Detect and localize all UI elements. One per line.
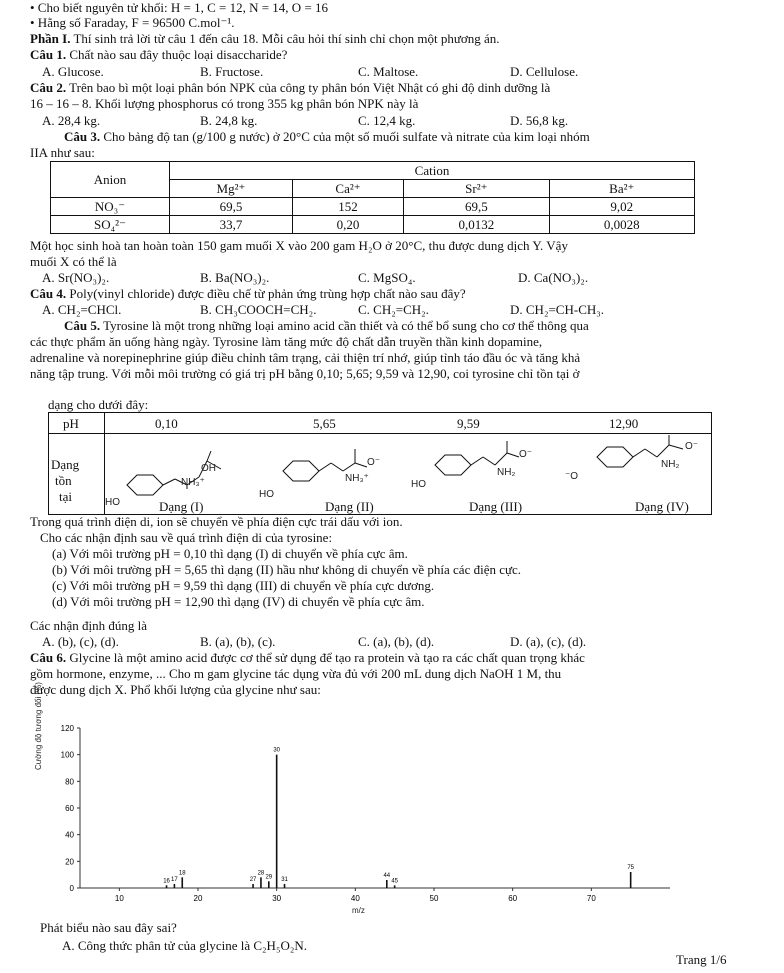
q2-option-b[interactable]: B. 24,8 kg.	[200, 113, 258, 128]
anion-sulfate: SO₄²⁻	[51, 216, 170, 234]
ph-value-4: 12,90	[609, 416, 639, 431]
q2-option-a[interactable]: A. 28,4 kg.	[42, 113, 101, 128]
q3-option-b[interactable]: B. Ba(NO₃)₂.	[200, 270, 270, 285]
chart-bars	[167, 755, 631, 888]
part1-desc: Thí sinh trả lời từ câu 1 đến câu 18. Mỗi câu hỏi thí sinh chỉ chọn một phương án.	[73, 31, 500, 46]
form-label-i: Dạng (I)	[159, 499, 204, 514]
statement-a: (a) Với môi trường pH = 0,10 thì dạng (I) di chuyển về phía cực âm.	[52, 546, 408, 561]
anion-nitrate: NO₃⁻	[51, 198, 170, 216]
cation-header: Cation	[170, 162, 695, 180]
q6-text2: gồm hormone, enzyme, ... Cho m gam glycine tác dụng vừa đủ với 200 mL dung dịch NaOH 1 M, thu	[30, 666, 562, 681]
chart-axes	[61, 724, 670, 903]
q4-stem	[30, 286, 466, 301]
y-tick-label: 60	[65, 804, 74, 813]
table-cell: 69,5	[170, 198, 293, 216]
ph-value-1: 0,10	[155, 416, 178, 431]
x-tick-label: 40	[350, 894, 360, 903]
q5-option-d[interactable]: D. (a), (c), (d).	[510, 634, 587, 649]
page-number: Trang 1/6	[676, 952, 727, 967]
q5-text3: adrenaline và norepinephrine giúp điều chỉnh tâm trạng, cải thiện trí nhớ, giúp tỉnh táo đầu óc và tăng khả	[30, 350, 581, 365]
y-tick-label: 80	[65, 777, 74, 787]
q5-option-a[interactable]: A. (b), (c), (d).	[42, 634, 119, 649]
q2-label: Câu 2.	[30, 80, 67, 95]
q3-stem	[64, 129, 590, 144]
table-cell: 0,0028	[549, 216, 694, 234]
statement-b: (b) Với môi trường pH = 5,65 thì dạng (II) hầu như không di chuyển về phía các điện cực.	[52, 562, 522, 577]
peak-label: 45	[391, 878, 399, 885]
q1-text: Chất nào sau đây thuộc loại disaccharide?	[69, 47, 288, 62]
q2-text2: 16 – 16 – 8. Khối lượng phosphorus có trong 355 kg phân bón NPK này là	[30, 96, 419, 111]
statement-c: (c) Với môi trường pH = 9,59 thì dạng (III) di chuyển về phía cực dương.	[52, 578, 435, 593]
faraday-note: • Hằng số Faraday, F = 96500 C.mol⁻¹.	[30, 15, 235, 30]
q6-text4: Phát biểu nào sau đây sai?	[40, 920, 177, 935]
q5-text7: Cho các nhận định sau về quá trình điện di của tyrosine:	[40, 530, 333, 545]
form-label-ii: Dạng (II)	[325, 499, 374, 514]
q1-label: Câu 1.	[30, 47, 67, 62]
cation-ca: Ca²⁺	[292, 180, 403, 198]
x-tick-label: 20	[193, 894, 203, 903]
x-tick-label: 50	[429, 894, 439, 903]
mass-spectrum-chart	[40, 712, 680, 912]
atomic-mass-note: • Cho biết nguyên tử khối: H = 1, C = 12, N = 14, O = 16	[30, 0, 329, 15]
q1-stem	[30, 47, 287, 62]
q4-option-c[interactable]: C. CH₂=CH₂.	[358, 302, 429, 317]
q3-text3: Một học sinh hoà tan hoàn toàn 150 gam muối X vào 200 gam H₂O ở 20°C, thu được dung dịch Y. Vậy	[30, 238, 568, 253]
table-cell: 33,7	[170, 216, 293, 234]
q2-option-c[interactable]: C. 12,4 kg.	[358, 113, 416, 128]
peak-label: 17	[171, 877, 178, 883]
q2-option-d[interactable]: D. 56,8 kg.	[510, 113, 569, 128]
x-tick-label: 10	[114, 894, 124, 903]
q5-label: Câu 5.	[64, 318, 101, 333]
q3-option-c[interactable]: C. MgSO₄.	[358, 270, 416, 285]
peak-label: 29	[265, 874, 273, 881]
q5-text1: Tyrosine là một trong những loại amino acid cần thiết và có thể bổ sung cho cơ thể thông qua	[103, 318, 589, 333]
solubility-table	[50, 161, 695, 234]
ph-label: pH	[63, 416, 79, 431]
form-label-iv: Dạng (IV)	[635, 499, 689, 514]
peak-label: 30	[273, 747, 281, 754]
form-1-group-text: HO	[105, 497, 120, 508]
ph-value-3: 9,59	[457, 416, 480, 431]
q6-label: Câu 6.	[30, 650, 67, 665]
table-cell: 152	[292, 198, 403, 216]
q5-text4: năng tập trung. Với mỗi môi trường có giá trị pH bằng 0,10; 5,65; 9,59 và 12,90, coi tyrosine chỉ tồn tại ở	[30, 366, 580, 381]
q5-text2: các thực phẩm ăn uống hàng ngày. Tyrosine làm tăng mức độ chất dẫn truyền thần kinh dopamine,	[30, 334, 543, 349]
table-cell: 9,02	[549, 198, 694, 216]
form-3-group-text: O⁻	[519, 449, 533, 460]
q3-text1: Cho bảng độ tan (g/100 g nước) ở 20°C của một số muối sulfate và nitrate của kim loại nhóm	[103, 129, 590, 144]
q2-stem	[30, 80, 550, 95]
chart-peak-labels	[163, 748, 634, 885]
form-4-group-text: ⁻O	[565, 471, 579, 482]
q5-option-c[interactable]: C. (a), (b), (d).	[358, 634, 435, 649]
table-cell: 0,0132	[404, 216, 549, 234]
x-tick-label: 30	[272, 894, 282, 903]
peak-label: 44	[383, 873, 391, 879]
peak-label: 27	[249, 877, 257, 883]
form-3-group-text: NH₂	[497, 467, 516, 478]
table-cell: 69,5	[404, 198, 549, 216]
form-label-2: tồn	[55, 473, 72, 488]
y-tick-label: 20	[65, 857, 74, 867]
q4-text: Poly(vinyl chloride) được điều chế từ phản ứng trùng hợp chất nào sau đây?	[69, 286, 466, 301]
form-1-group-text: NH₃⁺	[181, 477, 205, 488]
q1-option-a[interactable]: A. Glucose.	[42, 64, 104, 79]
q2-text1: Trên bao bì một loại phân bón NPK của công ty phân bón Việt Nhật có ghi độ dinh dưỡng là	[69, 80, 551, 95]
peak-label: 28	[257, 870, 265, 877]
q4-option-d[interactable]: D. CH₂=CH-CH₃.	[510, 302, 605, 317]
q3-label: Câu 3.	[64, 129, 101, 144]
form-label-iii: Dạng (III)	[469, 499, 523, 514]
form-1-group-text: OH	[201, 463, 216, 474]
cation-ba: Ba²⁺	[549, 180, 694, 198]
q3-option-d[interactable]: D. Ca(NO₃)₂.	[518, 270, 589, 285]
q4-option-b[interactable]: B. CH₃COOCH=CH₂.	[200, 302, 317, 317]
x-tick-label: 70	[586, 894, 596, 903]
q4-label: Câu 4.	[30, 286, 67, 301]
statement-d: (d) Với môi trường pH = 12,90 thì dạng (IV) di chuyển về phía cực âm.	[52, 594, 425, 609]
cation-mg: Mg²⁺	[170, 180, 293, 198]
peak-label: 18	[178, 870, 186, 877]
q5-text5: dạng cho dưới đây:	[48, 397, 149, 412]
chart-x-label: m/z	[352, 906, 365, 915]
form-4-group-text: O⁻	[685, 441, 699, 452]
q5-option-b[interactable]: B. (a), (b), (c).	[200, 634, 276, 649]
form-label-1: Dạng	[51, 457, 80, 472]
q3-text2: IIA như sau:	[30, 145, 95, 160]
form-3-group-text: HO	[411, 479, 426, 490]
table-cell: 0,20	[292, 216, 403, 234]
q4-option-a[interactable]: A. CH₂=CHCl.	[42, 302, 122, 317]
q5-text8: Các nhận định đúng là	[30, 618, 147, 633]
y-tick-label: 0	[69, 884, 74, 893]
q6-option-a[interactable]: A. Công thức phân tử của glycine là C₂H₅O₂N.	[62, 938, 308, 953]
q1-option-b[interactable]: B. Fructose.	[200, 64, 264, 79]
form-label-3: tại	[59, 489, 72, 504]
form-2-group-text: NH₃⁺	[345, 473, 369, 484]
part1-title: Phần I.	[30, 31, 71, 46]
chart-y-label: Cường độ tương đối (%)	[34, 682, 43, 770]
y-tick-label: 100	[60, 750, 74, 760]
ph-value-2: 5,65	[313, 416, 336, 431]
anion-header: Anion	[51, 162, 170, 198]
x-tick-label: 60	[508, 894, 518, 903]
y-tick-label: 120	[60, 724, 74, 733]
q6-text1: Glycine là một amino acid được cơ thể sử dụng để tạo ra protein và tạo ra các chất quan trọng khác	[69, 650, 585, 665]
y-tick-label: 40	[65, 830, 74, 840]
cation-sr: Sr²⁺	[404, 180, 549, 198]
q1-option-c[interactable]: C. Maltose.	[358, 64, 419, 79]
q3-text4: muối X có thể là	[30, 254, 117, 269]
q3-option-a[interactable]: A. Sr(NO₃)₂.	[42, 270, 110, 285]
q6-stem	[30, 650, 585, 665]
form-2-group-text: HO	[259, 489, 274, 500]
tyrosine-forms-table	[48, 412, 712, 515]
peak-label: 16	[163, 878, 170, 885]
form-4-group-text: NH₂	[661, 459, 680, 470]
peak-label: 75	[627, 865, 635, 871]
q5-stem	[64, 318, 589, 333]
q6-text3: được dung dịch X. Phổ khối lượng của glycine như sau:	[30, 682, 321, 697]
form-2-group-text: O⁻	[367, 457, 381, 468]
q1-option-d[interactable]: D. Cellulose.	[510, 64, 579, 79]
part1-heading	[30, 31, 500, 46]
peak-label: 31	[281, 877, 288, 883]
q5-text6: Trong quá trình điện di, ion sẽ chuyển về phía điện cực trái dấu với ion.	[30, 514, 403, 529]
